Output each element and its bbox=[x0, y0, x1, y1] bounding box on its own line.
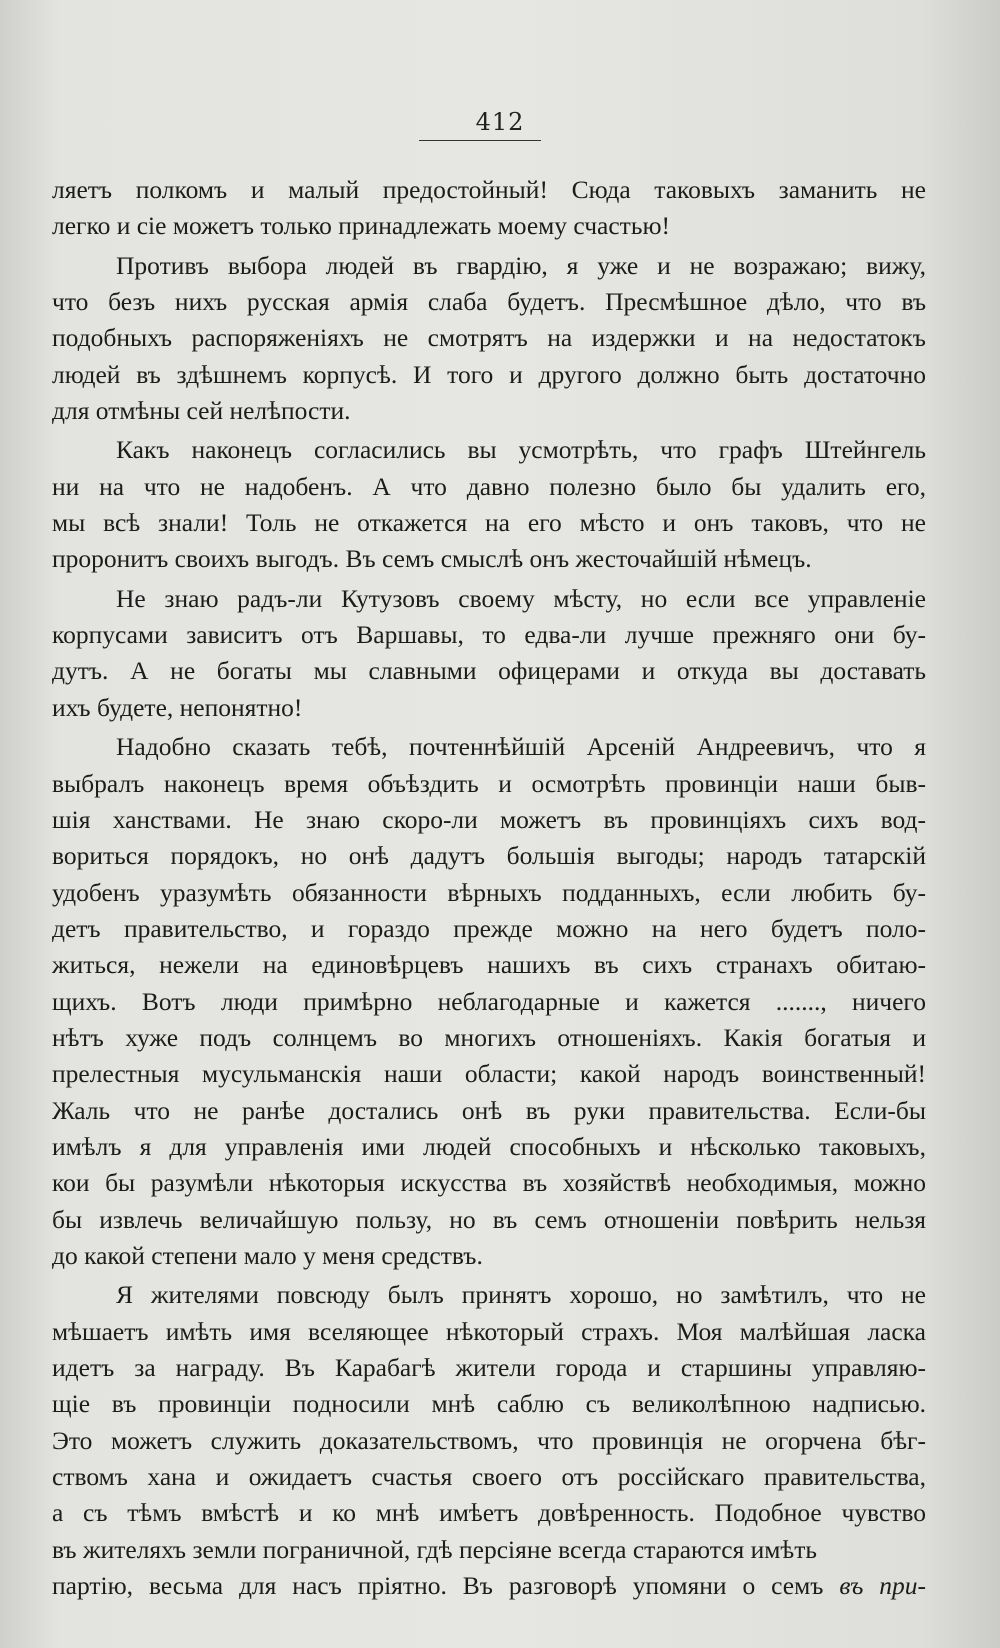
text-line: Надобно сказать тебѣ, почтеннѣйшій Арсеній Андреевичъ, что я bbox=[116, 732, 926, 762]
text-line: мѣшаетъ имѣть имя вселяющее нѣкоторый страхъ. Моя малѣйшая ласка bbox=[52, 1316, 926, 1346]
text-line: въ жителяхъ земли пограничной, гдѣ персіяне всегда стараются имѣть bbox=[52, 1534, 818, 1564]
text-line: проронитъ своихъ выгодъ. Въ семъ смыслѣ онъ жесточайшій нѣмецъ. bbox=[52, 544, 812, 574]
text-line: Это можетъ служить доказательствомъ, что провинція не огорчена бѣг- bbox=[52, 1425, 926, 1455]
header-rule bbox=[419, 140, 541, 141]
text-line: Жаль что не ранѣе достались онѣ въ руки правительства. Если-бы bbox=[52, 1095, 926, 1125]
page-number: 412 bbox=[475, 108, 525, 136]
text-line: бы извлечь величайшую пользу, но въ семъ отношеніи повѣрить нельзя bbox=[52, 1204, 926, 1234]
text-line: кои бы разумѣли нѣкоторыя искусства въ хозяйствѣ необходимыя, можно bbox=[52, 1168, 926, 1198]
text-line-final-italic: въ при- bbox=[839, 1571, 926, 1601]
text-line: вориться порядокъ, но онѣ дадутъ большія выгоды; народъ татарскій bbox=[52, 841, 926, 871]
text-line-final bbox=[52, 1568, 926, 1604]
text-line: корпусами зависитъ отъ Варшавы, то едва-ли лучше прежняго они бу- bbox=[52, 620, 926, 650]
text-line: до какой степени мало у меня средствъ. bbox=[52, 1240, 483, 1270]
text-line: щихъ. Вотъ люди примѣрно неблагодарные и кажется ......., ничего bbox=[52, 986, 926, 1016]
text-line: что безъ нихъ русская армія слаба будетъ. Пресмѣшное дѣло, что въ bbox=[52, 287, 926, 317]
text-line: людей въ здѣшнемъ корпусѣ. И того и другого должно быть достаточно bbox=[52, 359, 926, 389]
text-line: подобныхъ распоряженіяхъ не смотрятъ на издержки и на недостатокъ bbox=[52, 323, 926, 353]
body-text bbox=[52, 172, 926, 1604]
text-line: житься, нежели на единовѣрцевъ нашихъ въ сихъ странахъ обитаю- bbox=[52, 950, 926, 980]
text-line: удобенъ уразумѣть обязанности вѣрныхъ подданныхъ, если любить бу- bbox=[52, 877, 926, 907]
text-line: ихъ будете, непонятно! bbox=[52, 692, 303, 722]
text-line: дутъ. А не богаты мы славными офицерами и откуда вы доставать bbox=[52, 656, 926, 686]
text-line: выбралъ наконецъ время объѣздить и осмотрѣть провинціи наши быв- bbox=[52, 768, 926, 798]
text-line: ляетъ полкомъ и малый предостойный! Сюда таковыхъ заманить не bbox=[52, 175, 926, 204]
text-line: Я жителями повсюду былъ принятъ хорошо, но замѣтилъ, что не bbox=[116, 1280, 926, 1310]
text-line: Противъ выбора людей въ гвардію, я уже и не возражаю; вижу, bbox=[116, 250, 926, 280]
text-line: имѣлъ я для управленія ими людей способныхъ и нѣсколько таковыхъ, bbox=[52, 1131, 926, 1161]
text-line: детъ правительство, и гораздо прежде можно на него будетъ поло- bbox=[52, 913, 926, 943]
text-line: идетъ за награду. Въ Карабагѣ жители города и старшины управляю- bbox=[52, 1353, 926, 1382]
text-line: мы всѣ знали! Толь не откажется на его мѣсто и онъ таковъ, что не bbox=[52, 508, 926, 538]
text-line: шія ханствами. Не знаю скоро-ли можетъ въ провинціяхъ сихъ вод- bbox=[52, 804, 926, 834]
text-line: ни на что не надобенъ. А что давно полезно было бы удалить его, bbox=[52, 471, 926, 501]
text-line: прелестныя мусульманскія наши области; какой народъ воинственный! bbox=[52, 1059, 926, 1089]
text-line: для отмѣны сей нелѣпости. bbox=[52, 396, 351, 426]
text-line: легко и сіе можетъ только принадлежать моему счастью! bbox=[52, 211, 671, 241]
text-line: нѣтъ хуже подъ солнцемъ во многихъ отношеніяхъ. Какія богатыя и bbox=[52, 1022, 926, 1052]
text-line: а съ тѣмъ вмѣстѣ и ко мнѣ имѣетъ довѣренность. Подобное чувство bbox=[52, 1498, 926, 1528]
text-line-final-regular: партію, весьма для насъ пріятно. Въ разговорѣ упомяни о семъ bbox=[52, 1571, 840, 1601]
text-line: щіе въ провинціи подносили мнѣ саблю съ великолѣпною надписью. bbox=[52, 1389, 926, 1419]
text-line: Какъ наконецъ согласились вы усмотрѣть, что графъ Штейнгель bbox=[116, 435, 926, 465]
text-line: ствомъ хана и ожидаетъ счастья своего отъ россійскаго правительства, bbox=[52, 1462, 926, 1492]
text-line: Не знаю радъ-ли Кутузовъ своему мѣсту, но если все управленіе bbox=[116, 583, 926, 613]
